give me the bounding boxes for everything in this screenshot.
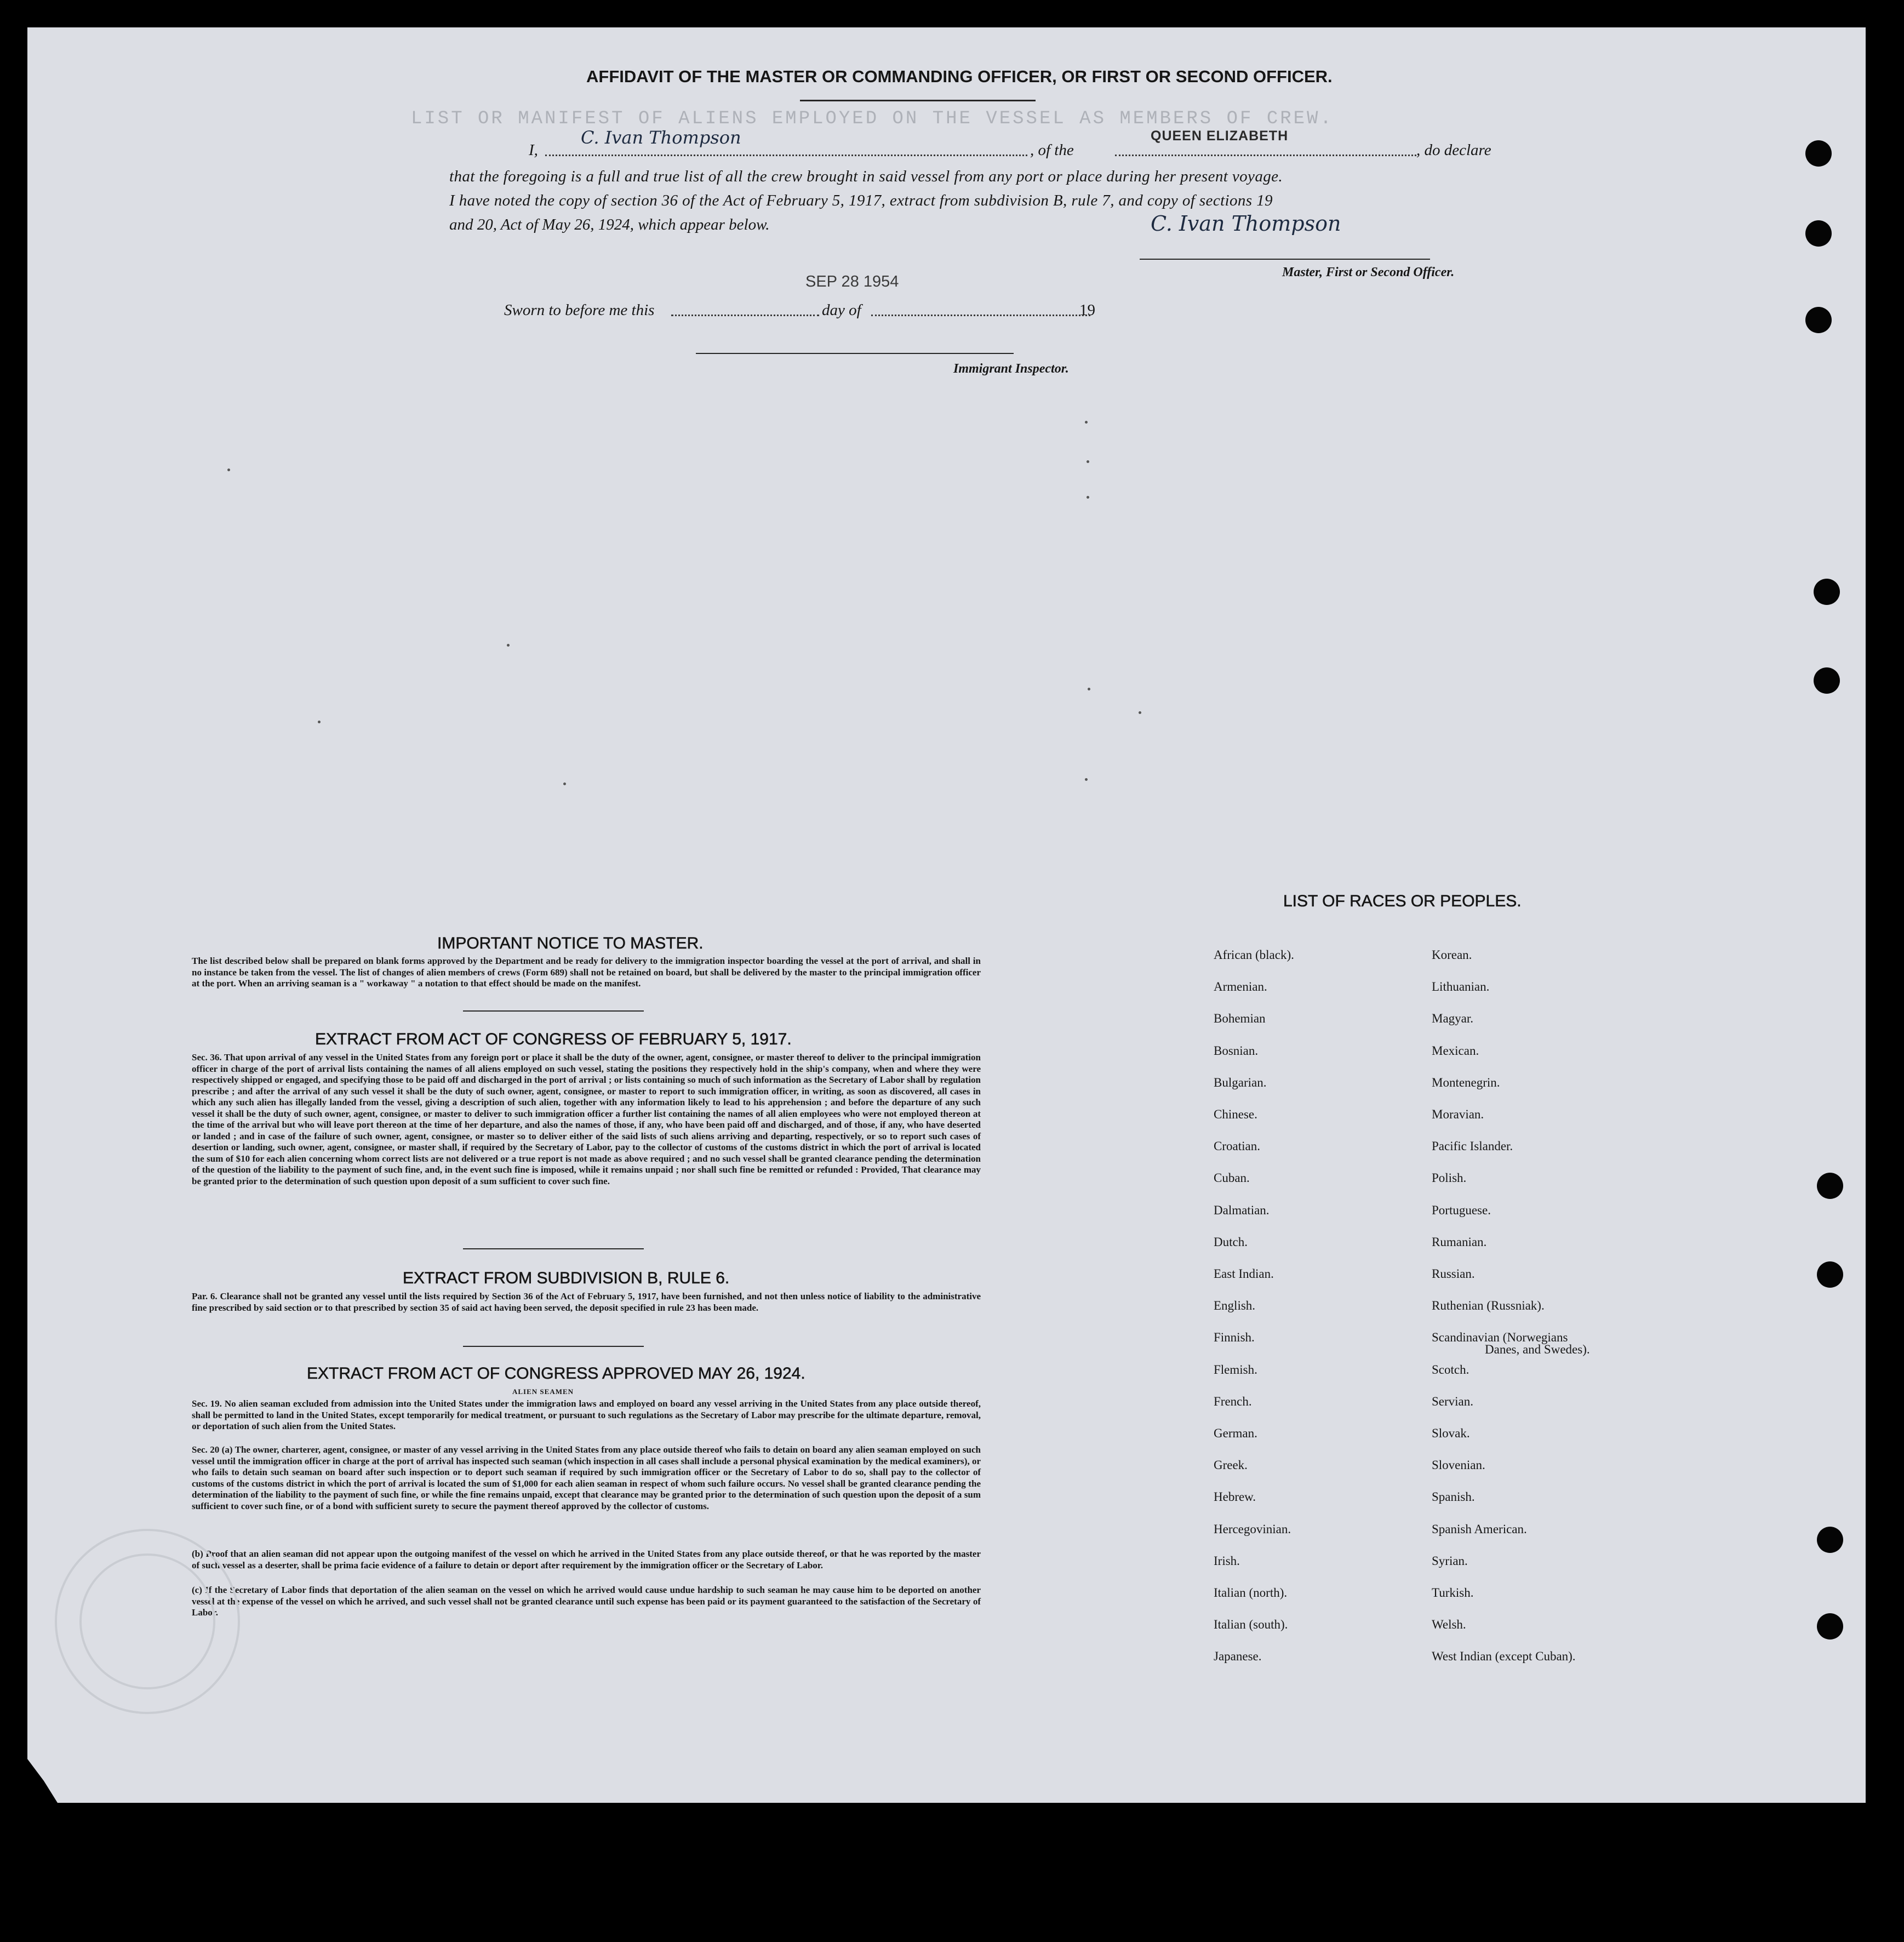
- race-item-left: Dalmatian.: [1214, 1203, 1270, 1217]
- race-item-right: Rumanian.: [1432, 1235, 1487, 1249]
- race-item-left: Dutch.: [1214, 1235, 1248, 1249]
- embossed-seal-inner: [79, 1553, 215, 1689]
- sworn-month-line: [871, 315, 1090, 316]
- race-item-right: Spanish.: [1432, 1490, 1475, 1504]
- binder-hole: [1817, 1527, 1843, 1553]
- race-scandinavian-continued: Danes, and Swedes).: [1485, 1343, 1590, 1356]
- form-speck: [1139, 711, 1141, 714]
- race-item-left: Hebrew.: [1214, 1490, 1256, 1504]
- binder-hole: [1817, 1261, 1843, 1288]
- notice-rule: [463, 1010, 644, 1012]
- form-speck: [227, 469, 230, 471]
- race-item-left: Armenian.: [1214, 980, 1267, 994]
- binder-hole: [1817, 1173, 1843, 1199]
- extract-1924-title: EXTRACT FROM ACT OF CONGRESS APPROVED MAY 26, 1924.: [307, 1364, 805, 1383]
- affidavit-of-the: , of the: [1030, 141, 1074, 159]
- title-rule: [800, 100, 1036, 101]
- affidavit-line-3: I have noted the copy of section 36 of the Act of February 5, 1917, extract from subdivision B, rule 7, and copy of sections 19: [449, 192, 1273, 209]
- race-item-left: East Indian.: [1214, 1267, 1274, 1281]
- extract-1917-rule: [463, 1248, 644, 1249]
- race-item-left: Bulgarian.: [1214, 1075, 1267, 1089]
- extract-1917-title: EXTRACT FROM ACT OF CONGRESS OF FEBRUARY 5, 1917.: [315, 1030, 792, 1048]
- form-speck: [1087, 460, 1089, 463]
- vessel-name-line: [1115, 155, 1416, 156]
- form-speck: [507, 644, 510, 647]
- race-item-right: Korean.: [1432, 948, 1472, 962]
- binder-hole: [1817, 1613, 1843, 1640]
- binder-hole: [1814, 667, 1840, 694]
- binder-hole: [1805, 140, 1832, 167]
- inspector-label: Immigrant Inspector.: [953, 362, 1069, 376]
- race-item-right: West Indian (except Cuban).: [1432, 1649, 1576, 1664]
- notice-body: The list described below shall be prepared on blank forms approved by the Department and be ready for delivery to the immigration inspector boarding the vessel at the port of arrival, and shall in no instance be taken from the vessel. The list of changes of alien members of crews (Form 689) shall not be retained on board, but shall be delivered by the master to the principal immigration officer at the port. When an arriving seaman is a " workaway " a notation to that effect should be made on the manifest.: [192, 956, 981, 989]
- race-item-right: Scotch.: [1432, 1362, 1470, 1376]
- extract-1917-body: Sec. 36. That upon arrival of any vessel in the United States from any foreign port or place it shall be the duty of the owner, agent, consignee, or master thereof to deliver to the principal immigration officer in charge of the port of arrival lists containing the names of all aliens employed on such vessel, stating the positions they respectively hold in the ship's company, when and where they were respectively shipped or engaged, and specifying those to be paid off and discharged in the port of arrival ; or lists containing so much of such information as the Secretary of Labor shall by regulation prescribe ; and after the arrival of any such vessel it shall be the duty of such owner, agent, consignee, or master to report to such immigration officer, in writing, as soon as discovered, all cases in which any such alien has illegally landed from the vessel, giving a description of such alien, together with any information likely to lead to his apprehension ; and before the departure of any such vessel it shall be the duty of such owner, agent, consignee, or master to deliver to such immigration officer a further list containing the names of all alien employees who were not employed thereon at the time of the arrival but who will leave port thereon at the time of her departure, and also the names of those, if any, who have been paid off and discharged, and of those, if any, who have deserted or landed ; and in case of the failure of such owner, agent, consignee, or master so to deliver either of the said lists of such aliens arriving and departing, respectively, or so to report such cases of desertion or landing, such owner, agent, consignee, or master shall, if required by the Secretary of Labor, pay to the collector of customs of the customs district in which the port of arrival is located the sum of $10 for each alien concerning whom correct lists are not delivered or a true report is not made as above required ; and no such vessel shall be granted clearance pending the determination of the question of the liability to the payment of such fine, and, in the event such fine is imposed, while it remains unpaid ; nor shall such fine be remitted or refunded : Provided, That clearance may be granted prior to the determination of such question upon deposit of a sum sufficient to cover such fine.: [192, 1052, 981, 1186]
- race-item-right: Portuguese.: [1432, 1203, 1491, 1217]
- race-item-left: Bohemian: [1214, 1012, 1266, 1026]
- race-item-right: Mexican.: [1432, 1043, 1479, 1058]
- inspector-line: [696, 353, 1014, 354]
- affidavit-line-4: and 20, Act of May 26, 1924, which appear below.: [449, 216, 770, 233]
- binder-hole: [1805, 220, 1832, 247]
- race-item-left: Finnish.: [1214, 1330, 1255, 1345]
- date-stamp: SEP 28 1954: [805, 273, 899, 290]
- master-label: Master, First or Second Officer.: [1282, 265, 1455, 279]
- form-speck: [1087, 496, 1089, 499]
- affidavit-line-2: that the foregoing is a full and true list of all the crew brought in said vessel from any port or place during her present voyage.: [449, 168, 1283, 185]
- race-item-right: Servian.: [1432, 1394, 1474, 1408]
- race-item-right: Magyar.: [1432, 1012, 1474, 1026]
- sworn-label: Sworn to before me this: [504, 301, 655, 319]
- signer-handwritten-name: C. Ivan Thompson: [581, 127, 741, 148]
- extract-rule6-title: EXTRACT FROM SUBDIVISION B, RULE 6.: [403, 1269, 730, 1287]
- form-speck: [1085, 421, 1088, 424]
- race-item-right: Pacific Islander.: [1432, 1139, 1513, 1153]
- race-item-left: Cuban.: [1214, 1171, 1250, 1185]
- race-item-left: French.: [1214, 1394, 1252, 1408]
- race-item-right: Spanish American.: [1432, 1522, 1527, 1536]
- binder-hole: [1814, 579, 1840, 605]
- vessel-name: QUEEN ELIZABETH: [1151, 128, 1289, 144]
- race-item-right: Scandinavian (Norwegians: [1432, 1330, 1568, 1345]
- signer-name-line: [545, 155, 1027, 156]
- day-of-label: day of: [822, 301, 861, 319]
- affidavit-title: AFFIDAVIT OF THE MASTER OR COMMANDING OFFICER, OR FIRST OR SECOND OFFICER.: [586, 67, 1333, 86]
- race-item-right: Syrian.: [1432, 1553, 1468, 1568]
- race-item-right: Moravian.: [1432, 1107, 1484, 1121]
- extract-1924-sec19: Sec. 19. No alien seaman excluded from admission into the United States under the immigration laws and employed on board any vessel arriving in the United States from any place outside thereof, shall be permitted to land in the United States, except temporarily for medical treatment, or pursuant to such regulations as the Secretary of Labor may prescribe for the ultimate departure, removal, or deportation of such alien from the United States.: [192, 1398, 981, 1431]
- race-item-left: Irish.: [1214, 1553, 1240, 1568]
- race-item-right: Montenegrin.: [1432, 1075, 1500, 1089]
- race-item-right: Russian.: [1432, 1267, 1475, 1281]
- race-item-right: Lithuanian.: [1432, 980, 1490, 994]
- bleed-through-header: LIST OR MANIFEST OF ALIENS EMPLOYED ON THE VESSEL AS MEMBERS OF CREW.: [411, 108, 1334, 129]
- affidavit-i-label: I,: [529, 141, 538, 159]
- notice-title: IMPORTANT NOTICE TO MASTER.: [437, 934, 704, 952]
- race-item-left: African (black).: [1214, 948, 1294, 962]
- race-item-left: Japanese.: [1214, 1649, 1262, 1664]
- form-speck: [1085, 778, 1088, 781]
- form-speck: [563, 782, 566, 785]
- race-item-left: German.: [1214, 1426, 1257, 1440]
- race-item-right: Welsh.: [1432, 1618, 1466, 1632]
- extract-1924-subtitle: ALIEN SEAMEN: [512, 1387, 574, 1396]
- extract-1924-sec20c: (c) If the Secretary of Labor finds that deportation of the alien seaman on the vessel on which he arrived would cause undue hardship to such seaman he may cause him to be deported on another vessel at the expense of the vessel on which he arrived, and such vessel shall not be granted clearance until such expense has been paid or its payment guaranteed to the satisfaction of the Secretary of Labor.: [192, 1585, 981, 1618]
- race-item-left: Italian (south).: [1214, 1618, 1288, 1632]
- race-item-left: Croatian.: [1214, 1139, 1260, 1153]
- extract-1924-sec20a: Sec. 20 (a) The owner, charterer, agent, consignee, or master of any vessel arriving in the United States from any place outside thereof who fails to detain on board any alien seaman employed on such vessel until the immigration officer in charge at the port of arrival has inspected such seaman (which inspection in all cases shall include a personal physical examination by the medical examiners), or who fails to detain such seaman on board after such inspection or to deport such seaman if required by such immigration officer or the Secretary of Labor to do so, shall pay to the collector of customs of the customs district in which the port of arrival is located the sum of $1,000 for each alien seaman in respect of whom such failure occurs. No vessel shall be granted clearance pending the determination of the liability to the payment of such fine, or while the fine remains unpaid, except that clearance may be granted prior to the determination of such question upon the deposit of a sum sufficient to cover such fine, or of a bond with sufficient surety to secure the payment thereof approved by the collector of customs.: [192, 1444, 981, 1511]
- race-item-left: Greek.: [1214, 1458, 1248, 1472]
- race-item-left: Italian (north).: [1214, 1586, 1288, 1600]
- affidavit-do-declare: , do declare: [1416, 141, 1491, 159]
- race-item-left: Hercegovinian.: [1214, 1522, 1291, 1536]
- document-page: [27, 27, 1866, 1803]
- race-item-left: Bosnian.: [1214, 1043, 1259, 1058]
- race-item-left: Chinese.: [1214, 1107, 1257, 1121]
- binder-hole: [1805, 307, 1832, 333]
- race-item-right: Polish.: [1432, 1171, 1467, 1185]
- race-item-left: Flemish.: [1214, 1362, 1257, 1376]
- race-item-right: Turkish.: [1432, 1586, 1474, 1600]
- form-speck: [1088, 688, 1090, 690]
- sworn-day-line: [671, 315, 819, 316]
- master-signature: C. Ivan Thompson: [1151, 212, 1341, 236]
- form-speck: [318, 721, 321, 723]
- races-title: LIST OF RACES OR PEOPLES.: [1283, 892, 1522, 910]
- extract-rule6-rule: [463, 1346, 644, 1347]
- race-item-right: Slovak.: [1432, 1426, 1470, 1440]
- torn-corner: [27, 1759, 60, 1803]
- race-item-right: Slovenian.: [1432, 1458, 1485, 1472]
- extract-rule6-body: Par. 6. Clearance shall not be granted any vessel until the lists required by Section 36 of the Act of February 5, 1917, have been furnished, and not then unless notice of liability to the administrative fine prescribed by said section or to that prescribed by section 35 of said act having been served, the deposit specified in rule 23 has been made.: [192, 1291, 981, 1313]
- year-prefix: 19: [1079, 301, 1095, 319]
- signature-line: [1140, 259, 1430, 260]
- extract-1924-sec20b: (b) Proof that an alien seaman did not appear upon the outgoing manifest of the vessel on which he arrived in the United States from any place outside thereof, or that he was reported by the master of such vessel as a deserter, shall be prima facie evidence of a failure to detain or deport after requirement by the immigration officer or the Secretary of Labor.: [192, 1549, 981, 1570]
- race-item-right: Ruthenian (Russniak).: [1432, 1299, 1545, 1313]
- race-item-left: English.: [1214, 1299, 1256, 1313]
